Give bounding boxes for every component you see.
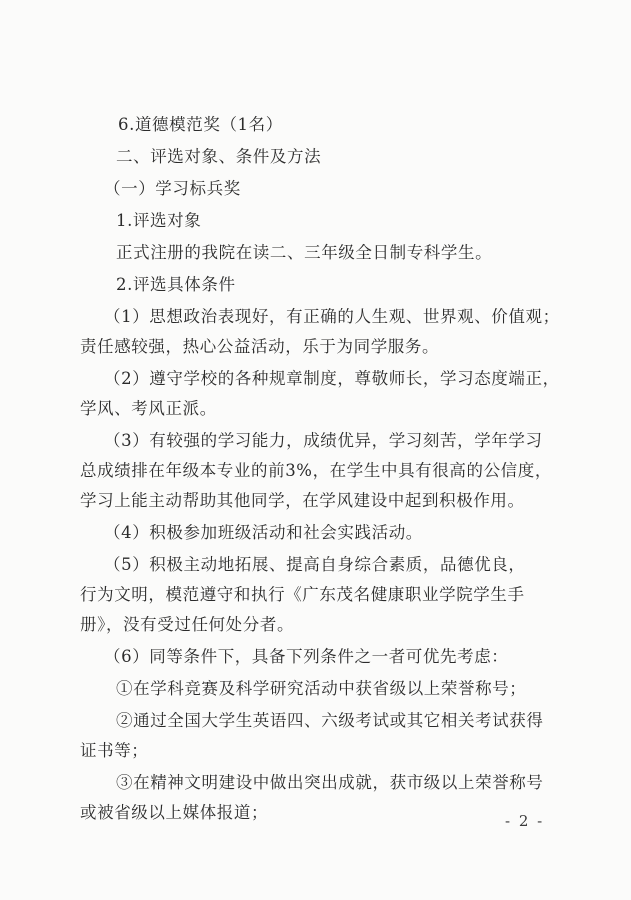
condition-2-line-1: （2）遵守学校的各种规章制度，尊敬师长，学习态度端正，	[104, 369, 560, 388]
condition-3-line-2: 总成绩排在年级本专业的前3%，在学生中具有很高的公信度，	[80, 461, 552, 480]
heading-eval-conditions: 2.评选具体条件	[116, 275, 236, 294]
condition-1-line-1: （1）思想政治表现好，有正确的人生观、世界观、价值观；	[104, 307, 560, 326]
page-number: - 2 -	[505, 812, 545, 830]
condition-4: （4）积极参加班级活动和社会实践活动。	[104, 523, 423, 542]
award-item-6: 6.道德模范奖（1名）	[118, 115, 283, 134]
condition-5-line-1: （5）积极主动地拓展、提高自身综合素质，品德优良，	[104, 555, 526, 574]
priority-item-2-line-2: 证书等；	[80, 741, 149, 760]
condition-3-line-1: （3）有较强的学习能力，成绩优异，学习刻苦，学年学习	[104, 431, 543, 450]
paragraph-eval-target: 正式注册的我院在读二、三年级全日制专科学生。	[116, 243, 493, 262]
priority-item-3-line-1: ③在精神文明建设中做出突出成就，获市级以上荣誉称号	[116, 773, 544, 792]
condition-1-line-2: 责任感较强，热心公益活动，乐于为同学服务。	[80, 337, 440, 356]
subsection-heading-1: （一）学习标兵奖	[104, 179, 241, 198]
priority-item-1: ①在学科竞赛及科学研究活动中获省级以上荣誉称号；	[116, 679, 527, 698]
condition-3-line-3: 学习上能主动帮助其他同学，在学风建设中起到积极作用。	[80, 491, 525, 510]
condition-2-line-2: 学风、考风正派。	[80, 399, 217, 418]
priority-item-3-line-2: 或被省级以上媒体报道；	[80, 803, 269, 822]
section-heading-2: 二、评选对象、条件及方法	[116, 147, 322, 166]
priority-item-2-line-1: ②通过全国大学生英语四、六级考试或其它相关考试获得	[116, 711, 544, 730]
heading-eval-target: 1.评选对象	[116, 211, 202, 230]
condition-5-line-3: 册》，没有受过任何处分者。	[80, 615, 295, 634]
condition-6: （6）同等条件下，具备下列条件之一者可优先考虑：	[104, 647, 509, 666]
condition-5-line-2: 行为文明，模范遵守和执行《广东茂名健康职业学院学生手	[80, 585, 525, 604]
